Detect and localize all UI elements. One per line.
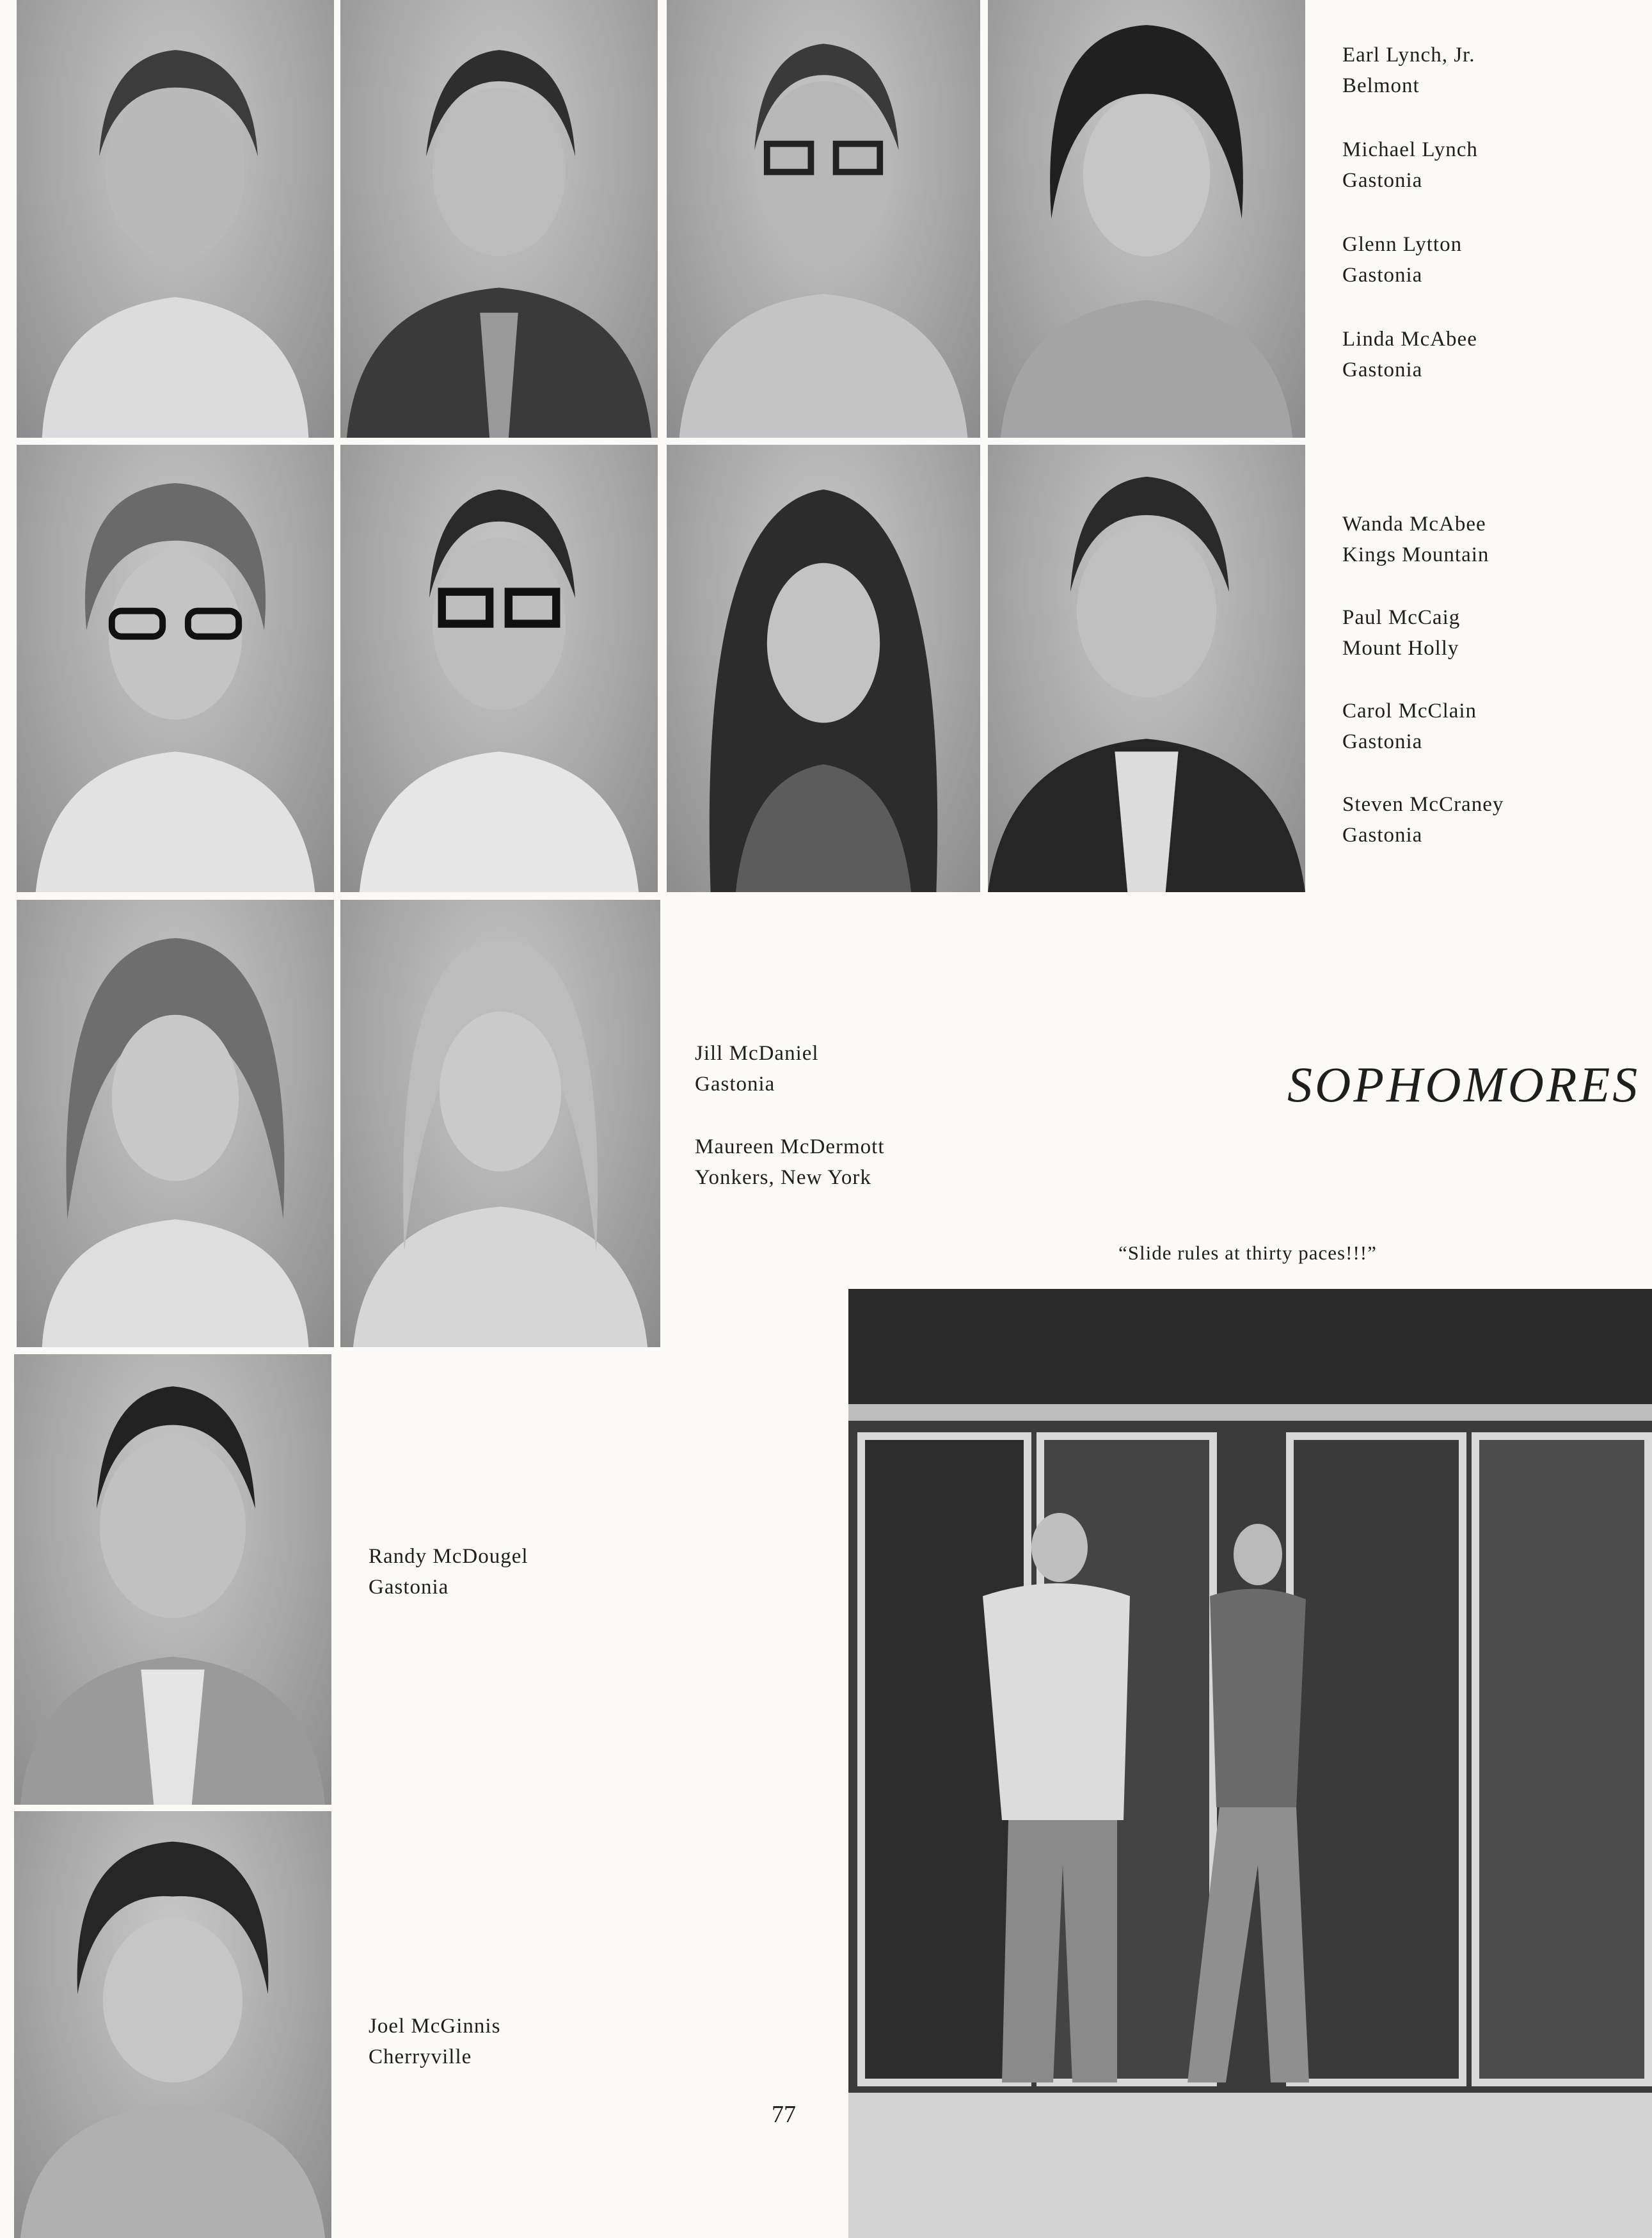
caption-group-row2 [1342,509,1504,851]
portrait-carol-mcclain [667,445,980,892]
caption-maureen-mcdermott [695,1131,885,1193]
student-hometown: Mount Holly [1342,637,1459,660]
page-number: 77 [772,2101,796,2128]
student-name: Joel McGinnis [369,2015,501,2038]
caption-michael-lynch [1342,134,1478,196]
student-hometown: Cherryville [369,2045,472,2068]
candid-photo-students-at-doors [848,1289,1652,2238]
student-name: Wanda McAbee [1342,513,1486,536]
student-hometown: Gastonia [369,1576,449,1599]
portrait-wanda-mcabee [17,445,334,892]
caption-carol-mcclain [1342,696,1504,757]
portrait-glenn-lytton [667,0,980,438]
student-name: Linda McAbee [1342,328,1477,351]
portrait-randy-mcdougel [14,1354,331,1805]
caption-randy-mcdougel [369,1541,528,1603]
portrait-joel-mcginnis [14,1811,331,2238]
student-name: Jill McDaniel [695,1042,819,1065]
portrait-paul-mccaig [340,445,658,892]
student-hometown: Gastonia [695,1073,775,1096]
portrait-maureen-mcdermott [340,900,660,1347]
student-name: Michael Lynch [1342,138,1478,161]
student-hometown: Gastonia [1342,730,1423,753]
student-name: Randy McDougel [369,1545,528,1568]
caption-glenn-lytton [1342,229,1478,291]
student-name: Carol McClain [1342,699,1477,723]
student-hometown: Gastonia [1342,264,1423,287]
caption-steven-mccraney [1342,789,1504,851]
student-hometown: Gastonia [1342,169,1423,192]
caption-earl-lynch [1342,40,1478,101]
student-name: Steven McCraney [1342,793,1504,816]
caption-paul-mccaig [1342,602,1504,664]
caption-group-row1 [1342,40,1478,385]
student-hometown: Gastonia [1342,358,1423,381]
student-name: Maureen McDermott [695,1135,885,1158]
student-hometown: Kings Mountain [1342,543,1489,566]
portrait-linda-mcabee [988,0,1305,438]
caption-jill-mcdaniel [695,1038,885,1099]
student-hometown: Belmont [1342,74,1420,97]
caption-joel-mcginnis [369,2011,500,2072]
caption-linda-mcabee [1342,324,1478,385]
portrait-steven-mccraney [988,445,1305,892]
student-hometown: Gastonia [1342,824,1423,847]
caption-group-row3 [695,1038,885,1193]
student-name: Glenn Lytton [1342,233,1463,256]
student-name: Paul McCaig [1342,606,1461,629]
portrait-michael-lynch [340,0,658,438]
student-name: Earl Lynch, Jr. [1342,44,1475,67]
student-hometown: Yonkers, New York [695,1166,871,1189]
caption-wanda-mcabee [1342,509,1504,570]
section-heading: SOPHOMORES [1287,1057,1640,1112]
portrait-earl-lynch [17,0,334,438]
portrait-jill-mcdaniel [17,900,334,1347]
photo-caption: “Slide rules at thirty paces!!!” [1118,1242,1377,1264]
